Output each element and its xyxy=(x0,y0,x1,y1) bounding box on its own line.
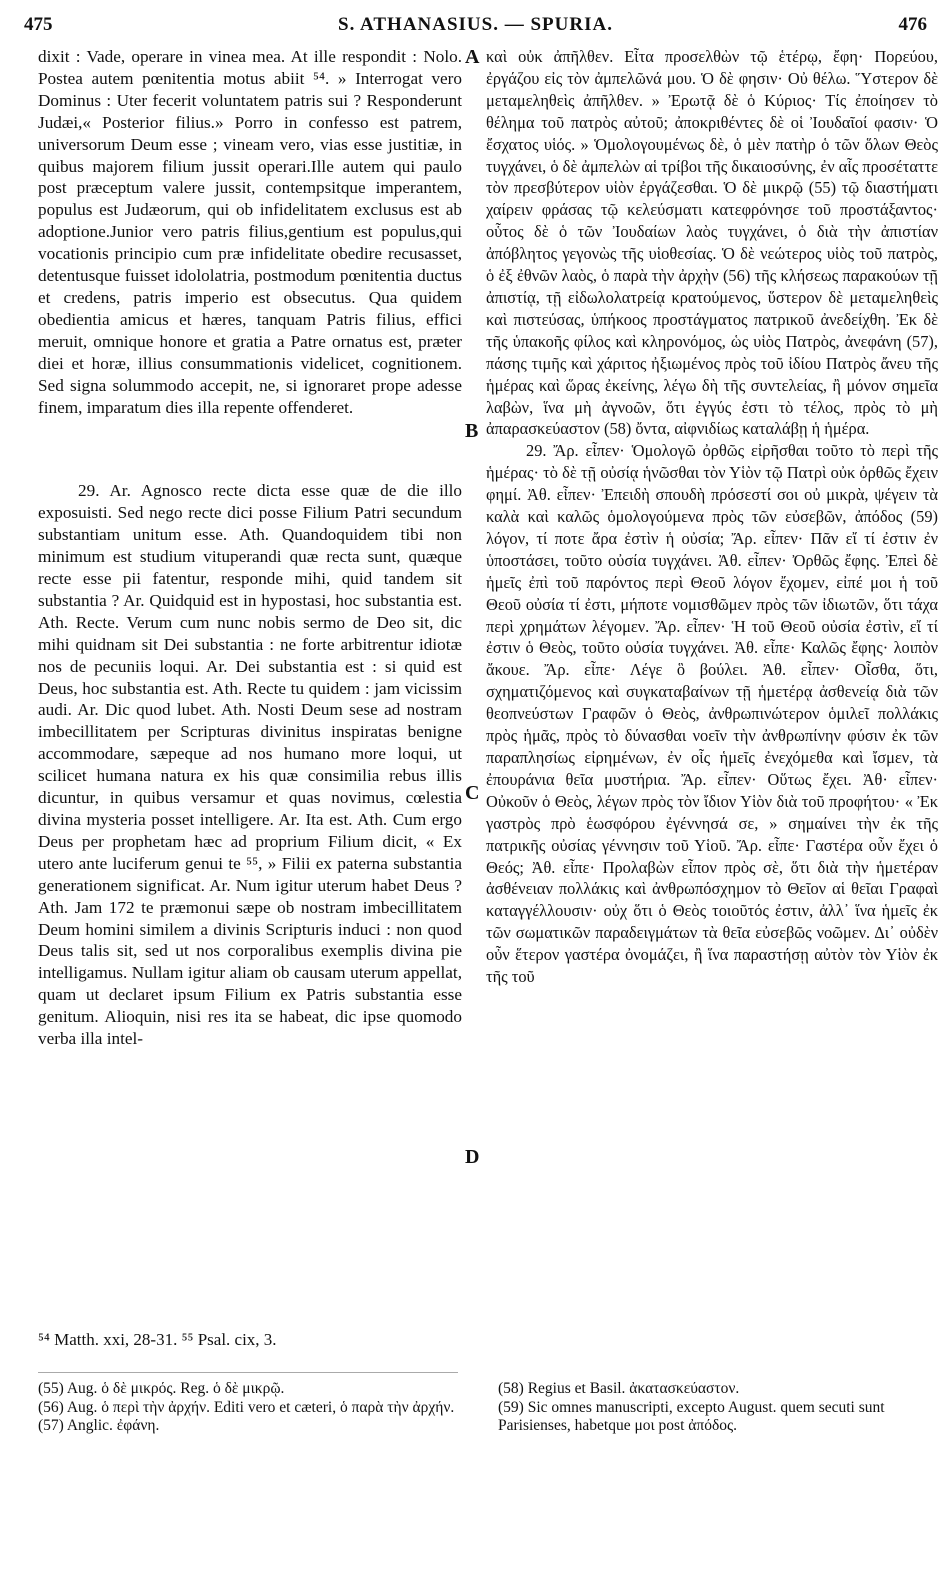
variant-note-58: (58) Regius et Basil. ἀκατασκεύαστον. xyxy=(498,1380,740,1397)
greek-paragraph-2: 29. Ἄρ. εἶπεν· Ὁμολογῶ ὀρθῶς εἰρῆσθαι τοῦτο τὸ περὶ τῆς ἡμέρας· τὸ δὲ τῇ οὐσίᾳ ἡνῶσθαι τὸν Υἱὸν τῷ Πατρὶ οὐκ ὀρθῶς ἔχειν φημί. Ἀθ. εἶπεν· Ἐπειδὴ σπουδὴ πρόσεστί σοι οὐ μικρὰ, ψέγειν τὰ καλὰ καὶ καλῶς ὁμολογούμενα πρὸς τῶν εὐσεβῶν, ἀπόδος (59) λόγον, τί ποτε ἄρα ἐστὶν ἡ οὐσία; Ἄρ. εἶπεν· Πᾶν εἴ τί ἐστιν ἐν ὑποστάσει, τοῦτο οὐσία τυγχάνει. Ἀθ. εἶπεν· Ὀρθῶς ἔφης. Ἐπεὶ δὲ ἡμεῖς ἐπὶ τοῦ παρόντος περὶ Θεοῦ λόγον ἔχομεν, εἰπέ μοι ἡ τοῦ Θεοῦ οὐσία τί ἐστι, μήποτε νομισθῶμεν πρὸς τῶν ἰδιωτῶν, ὅτι τάχα περὶ χρημάτων λέγομεν. Ἄρ. εἶπεν· Ἡ τοῦ Θεοῦ οὐσία ἐστὶν, εἴ τί ἐστιν ὁ Θεὸς, τοῦτο οὐσία τυγχάνει. Ἀθ. εἶπε· Καλῶς ἔφης· λοιπὸν ἄκουε. Ἄρ. εἶπε· Λέγε ὃ βούλει. Ἀθ. εἶπεν· Οἶσθα, ὅτι, σχηματιζόμενος καὶ συγκαταβαίνων τῇ ἡμετέρᾳ ἀσθενείᾳ διὰ τῶν θεοπνεύστων Γραφῶν ὁ Θεὸς, ἀνθρωπινώτερον ὁμιλεῖ πολλάκις πρὸς ἡμᾶς, πρὸς τὸ δύνασθαι νοεῖν τὴν ἀνθρωπίνην φύσιν ἐκ τῶν παραπλησίως εἰρημένων, ἐν οἷς ἡμεῖς ἐνεχόμεθα καὶ ἴσμεν, τὰ ἐπουράνια θεῖα μυστήρια. Ἄρ. εἶπεν· Οὕτως ἔχει. Ἀθ· εἶπεν· Οὐκοῦν ὁ Θεὸς, λέγων πρὸς τὸν ἴδιον Υἱὸν διὰ τοῦ προφήτου· « Ἐκ γαστρὸς πρὸ ἑωσφόρου ἐγέννησά σε, » σημαίνει τὴν ἐκ τῆς πατρικῆς οὐσίας γέννησιν τοῦ Υἱοῦ. Ἄρ. εἶπε· Γαστέρα οὖν ἔχει ὁ Θεός; Ἀθ. εἶπε· Προλαβὼν εἶπον πρὸς σὲ, ὅτι διὰ τὴν ἡμετέραν ἀσθένειαν πολλάκις καὶ ἀνθρωπόσχημον τὸ Θεῖον αἱ θεῖαι Γραφαὶ καταγγέλλουσιν· οὐχ ὅτι ὁ Θεὸς τοιοῦτός ἐστιν, ἀλλ᾽ ἵνα ἡμεῖς ἐκ τῶν σωματικῶν παραδειγμάτων τὰ θεῖα εὐσεβῶς νοῶμεν. Δι᾽ οὐδὲν οὖν ἕτερον γαστέρα ὀνομάζει, ἢ ἵνα παραστήσῃ αὐτὸν τὸν Υἱὸν ἐκ τῆς τοῦ xyxy=(486,441,938,987)
scripture-footnotes: ⁵⁴ Matth. xxi, 28-31. ⁵⁵ Psal. cix, 3. xyxy=(38,1330,277,1349)
variant-note-57: (57) Anglic. ἐφάνη. xyxy=(38,1417,160,1434)
margin-letter-c: C xyxy=(465,782,480,804)
latin-paragraph-2: 29. Ar. Agnosco recte dicta esse quæ de die illo exposuisti. Sed nego recte dici posse Filium Patri secundum substantiam unitum esse. Ath. Quandoquidem tibi non minimum est studium vituperandi quæ recta sunt, quæque recte esse pii fatentur, responde mihi, quid tandem sit substantia ? Ar. Quidquid est in hypostasi, hoc substantia est. Ath. Recte. Verum cum nunc nobis sermo de Deo sit, dic mihi quidnam sit Dei substantia : ne forte arbitrentur idiotæ nos de pecuniis loqui. Ar. Dei substantia est : si quid est Deus, hoc substantia est. Ath. Recte tu quidem : jam vicissim audi. Ar. Dic quod lubet. Ath. Nosti Deum sese ad nostram imbecillitatem per Scripturas divinitus inspiratas benigne accommodare, sæpeque ad nos humano more loqui, ut scilicet humana natura ex his quæ consimilia rebus illis dicuntur, in quibus versamur et quas novimus, cœlestia divina mysteria posset intelligere. Ar. Ita est. Ath. Cum ergo Deus per prophetam hæc ad proprium Filium dicit, « Ex utero ante luciferum genui te ⁵⁵, » Filii ex paterna substantia generationem significat. Ar. Num igitur uterum habet Deus ? Ath. Jam 172 te præmonui sæpe ob nostram imbecillitatem Deum homini similem a divinis Scripturis induci : non quod Deus talis sit, sed ut nos corporalibus exemplis divina pie intelligamus. Nullam igitur aliam ob causam uterum appellat, quam ut declaret ipsum Filium ex Patris substantia esse genitum. Alioquin, nisi res ita se habeat, dic ipse quomodo verba illa intel- xyxy=(38,481,462,1049)
footnote-divider xyxy=(38,1372,458,1373)
margin-letter-d: D xyxy=(465,1146,480,1168)
running-title: S. ATHANASIUS. — SPURIA. xyxy=(338,14,613,35)
latin-column xyxy=(38,46,462,1050)
variant-note-55: (55) Aug. ὁ δὲ μικρός. Reg. ὁ δὲ μικρῷ. xyxy=(38,1380,285,1397)
page-number-right: 476 xyxy=(898,14,927,35)
running-header xyxy=(20,14,931,44)
variant-note-56: (56) Aug. ὁ περὶ τὴν ἀρχήν. Editi vero et cæteri, ὁ παρὰ τὴν ἀρχήν. xyxy=(38,1398,455,1416)
variant-notes-left xyxy=(38,1380,470,1436)
margin-letter-a: A xyxy=(465,46,480,68)
page-number-left: 475 xyxy=(24,14,53,35)
latin-paragraph-1: dixit : Vade, operare in vinea mea. At ille respondit : Nolo. Postea autem pœnitentia motus abiit ⁵⁴. » Interrogat vero Dominus : Uter fecerit voluntatem patris sui ? Responderunt Judæi,« Posterior filius.» Porro in confesso est patrem, universorum Deum esse ; vineam vero, vias esse justitiæ, in quibus majorem filium jussit operari.Ille autem qui paulo post præceptum valere jussit, contempsitque imperantem, populus est Judæorum, qui ob infidelitatem exclusus est ab adoptione.Junior vero patris filius,gentium est populus,qui vocationis principio cum præ infidelitate obedire recusasset, detentusque fuisset idololatria, postmodum pœnitentia ductus et credens, patris imperio est obsecutus. Qua quidem obedientia amicus et hæres, tanquam Patris filius, effici meruit, omnique honore et gratia a Patre ornatus est, præter diei et horæ, illius consummationis videlicet, cognitionem. Sed signa solummodo accepit, ne, si ignoraret prope adesse finem, imparatum dies illa repente offenderet. xyxy=(38,47,462,417)
variant-notes-right xyxy=(498,1380,928,1436)
margin-letter-b: B xyxy=(465,420,479,442)
greek-paragraph-1: καὶ οὐκ ἀπῆλθεν. Εἶτα προσελθὼν τῷ ἑτέρῳ, ἔφη· Πορεύου, ἐργάζου εἰς τὸν ἀμπελῶνά μου. Ὁ δὲ φησιν· Οὐ θέλω. Ὕστερον δὲ μεταμεληθεὶς ἀπῆλθεν. » Ἐρωτᾷ δὲ ὁ Κύριος· Τίς ἐποίησεν τὸ θέλημα τοῦ πατρὸς αὐτοῦ; ἀποκριθέντες δὲ οἱ Ἰουδαῖοί φασιν· Ὁ ἔσχατος υἱός. » Ὁμολογουμένως δὲ, ὁ μὲν πατὴρ ὁ τῶν ὅλων Θεὸς τυγχάνει, ὁ δὲ ἀμπελὼν αἱ τρίβοι τῆς δικαιοσύνης, ἐν αἷς προσέταττε τὸν πρεσβύτερον υἱὸν ἐργάζεσθαι. Ὁ δὲ μικρῷ (55) τῷ διαστήματι χαίρειν φράσας τῷ κελεύσματι κατεφρόνησε τοῦ προστάξαντος· οὗτος δὲ ὁ τῶν Ἰουδαίων λαὸς τυγχάνει, ὁ διὰ τὴν ἀπιστίαν ἀπόβλητος γεγονὼς τῆς υἱοθεσίας. Ὁ δὲ νεώτερος υἱὸς τοῦ πατρὸς, ὁ ἐξ ἐθνῶν λαὸς, ὁ παρὰ τὴν ἀρχὴν (56) τῆς κλήσεως παρακούων τῇ ἀπιστίᾳ, τῇ εἰδωλολατρείᾳ κρατούμενος, ὕστερον δὲ μεταμεληθεὶς καὶ πιστεύσας, ὑπήκοος προστάγματος πατρικοῦ ἀνεδείχθη. Ἐκ δὲ τῆς ὑπακοῆς φίλος καὶ κληρονόμος, ὡς υἱὸς Πατρὸς, ἀνεφάνη (57), πάσης τιμῆς καὶ χάριτος ἠξιωμένος πρὸς τοῦ ἰδίου Πατρὸς ἄνευ τῆς ἡμέρας καὶ ὥρας ἐκείνης, λέγω δὴ τῆς συντελείας, ἢ μόνον σημεῖα λαβὼν, ἵνα μὴ ἀγνοῶν, ὅτι ἐγγύς ἐστι τὸ τέλος, πρὸς τὸ μὴ ἀπαρασκεύαστον (58) ὄντα, αἰφνιδίως καταλάβῃ ἡ ἡμέρα. xyxy=(486,47,938,439)
greek-column xyxy=(486,46,938,988)
variant-note-59: (59) Sic omnes manuscripti, excepto August. quem secuti sunt Parisienses, habetque μοι post ἀπόδος. xyxy=(498,1398,885,1434)
